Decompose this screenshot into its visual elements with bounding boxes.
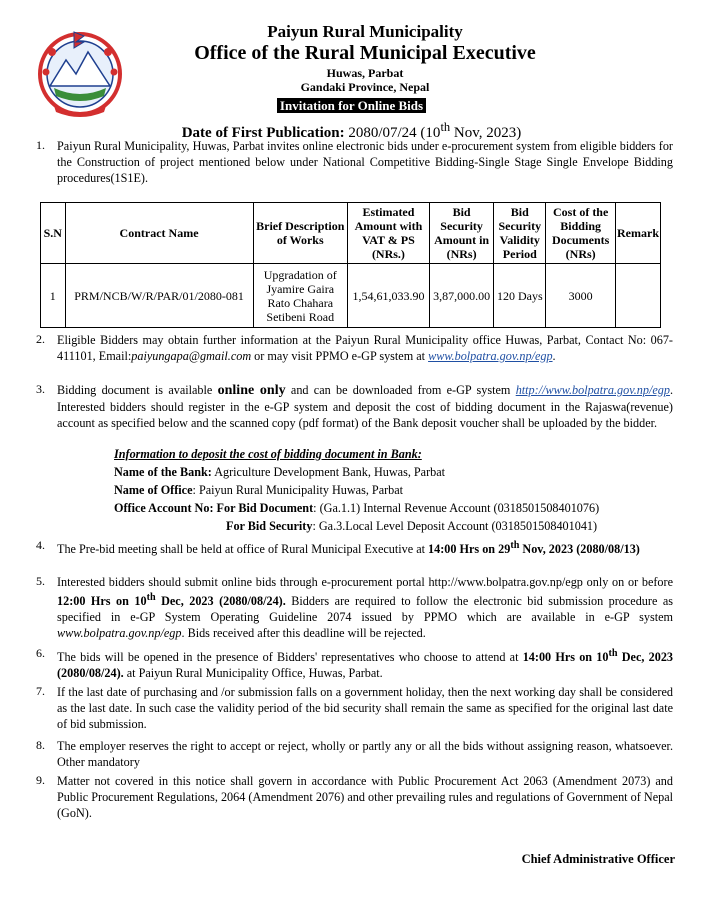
prebid-date: Nov, 2023 (2080/08/13) [519,542,640,557]
bank-name-line [114,464,445,480]
submission-date: Dec, 2023 (2080/08/24). [155,594,286,609]
item-6-part: The bids will be opened in the presence of Bidders' representatives who choose to attend at [57,650,523,665]
item-number: 3. [36,382,45,396]
bolpatra-link[interactable]: http://www.bolpatra.gov.np/egp [515,383,670,397]
item-3-part: . Interested bidders should register in the e-GP system and deposit the cost of bidding document in the Rajaswa(revenue) account as specified below and the scanned copy (pdf format) of the Bank deposit voucher shall be uploaded by the bidder. [57,383,673,430]
item-number: 6. [36,646,45,660]
table-header: Contract Name [65,203,253,264]
table-cell: 1 [41,264,66,328]
table-header: Bid Security Validity Period [494,203,546,264]
item-number: 8. [36,738,45,752]
office-location: Huwas, Parbat [326,66,404,80]
contract-table [40,202,661,328]
office-title: Office of the Rural Municipal Executive [194,42,536,64]
bank-name-label: Name of the Bank: [114,465,212,479]
table-cell: 120 Days [494,264,546,328]
item-4-part: The Pre-bid meeting shall be held at office of Rural Municipal Executive at [57,542,429,557]
egp-system-text: www.bolpatra.gov.np/egp [57,626,182,641]
submission-sup: th [146,592,156,603]
table-header-row [41,203,661,264]
bank-info-title-text: Information to deposit the cost of bidding document in Bank: [114,447,422,461]
account-doc-line [114,500,599,516]
item-number: 4. [36,538,45,552]
prebid-sup: th [510,540,520,551]
office-name-label: Name of Office [114,483,193,497]
publication-date-rest: Nov, 2023) [450,125,522,141]
item-2-part: . [552,349,556,363]
bank-name-value: Agriculture Development Bank, Huwas, Parbat [211,465,446,479]
table-cell: 3000 [546,264,616,328]
table-cell: PRM/NCB/W/R/PAR/01/2080-081 [65,264,253,328]
account-doc-label: Office Account No: For Bid Document [114,501,314,515]
account-security-value: : Ga.3.Local Level Deposit Account (0318501508401041) [312,519,598,533]
item-2-part: Eligible Bidders may obtain further information at the Paiyun Rural Municipality office Huwas, Parbat, Contact No: 067-411101, Email: [57,333,673,363]
table-header: Brief Description of Works [253,203,347,264]
table-header: S.N [41,203,66,264]
item-9-text: Matter not covered in this notice shall govern in accordance with Public Procurement Act 2063 (Amendment 2073) and Public Procurement Regulations, 2064 (Amendment 2076) and other prevailing rules and regulations of Government of Nepal (GoN). [57,774,673,820]
egp-link[interactable]: www.bolpatra.gov.np/egp [428,349,553,363]
banner-row [0,97,703,115]
invitation-banner: Invitation for Online Bids [277,98,426,113]
account-doc-value: : (Ga.1.1) Internal Revenue Account (0318501508401076) [313,501,600,515]
office-name-value: : Paiyun Rural Municipality Huwas, Parbat [192,483,404,497]
publication-date-sup: th [440,120,451,134]
item-8-text: The employer reserves the right to accept or reject, wholly or partly any or all the bids without assigning reason, whatsoever. Other mandatory [57,739,673,769]
item-number: 5. [36,574,45,588]
online-only-emphasis: online only [217,383,286,398]
table-header: Bid Security Amount in (NRs) [429,203,493,264]
submission-time: 12:00 Hrs on 10 [57,594,147,609]
table-cell: 3,87,000.00 [429,264,493,328]
account-security-label: For Bid Security [226,519,313,533]
bank-info-title [114,446,422,462]
table-cell: 1,54,61,033.90 [347,264,429,328]
table-row [41,264,661,328]
opening-time: 14:00 Hrs on 10 [522,650,609,665]
publication-label: Date of First Publication: [181,125,345,141]
item-5-part: . Bids received after this deadline will be rejected. [181,626,426,641]
table-cell [616,264,661,328]
item-3-part: and can be downloaded from e-GP system [285,383,516,397]
item-3-text [57,382,673,431]
office-name-line [114,482,403,498]
opening-sup: th [608,648,618,659]
item-number: 7. [36,684,45,698]
item-1-text: Paiyun Rural Municipality, Huwas, Parbat invites online electronic bids under e-procurement system from eligible bidders for the Construction of project mentioned below under National Competitive Bidding-Single Stage Single Envelope Bidding procedures(1S1E). [57,139,673,185]
item-number: 9. [36,773,45,787]
office-province: Gandaki Province, Nepal [300,80,430,94]
item-3-part: Bidding document is available [57,383,218,397]
table-header: Cost of the Bidding Documents (NRs) [546,203,616,264]
item-4-text [57,538,673,557]
item-5-text [57,574,673,641]
item-5-part: Bidders are required to follow the electronic bid submission procedure as specified in e-GP System Operating Guideline 2074 issued by PPMO which are available in e-GP system [57,594,673,625]
municipality-name: Paiyun Rural Municipality [267,22,463,41]
publication-date-value: 2080/07/24 (10 [348,125,441,141]
table-cell: Upgradation of Jyamire Gaira Rato Chahara Setibeni Road [253,264,347,328]
table-header: Remark [616,203,661,264]
item-number: 2. [36,332,45,346]
item-2-part: or may visit PPMO e-GP system at [251,349,429,363]
item-5-part: Interested bidders should submit online bids through e-procurement portal http://www.bolpatra.gov.np/egp only on or before [57,575,673,589]
item-number: 1. [36,138,45,152]
item-7-text: If the last date of purchasing and /or submission falls on a government holiday, then the next working day shall be considered as the last date. In such case the validity period of the bid security shall remain the same as specified for the original last date of bid submission. [57,685,673,731]
account-security-line [226,518,597,534]
opening-date: Dec, 2023 (2080/08/24). [57,650,674,681]
item-6-text [57,646,673,681]
item-6-part: at Paiyun Rural Municipality Office, Huwas, Parbat. [123,666,383,681]
email-address: paiyungapa@gmail.com [131,349,252,363]
signature-title: Chief Administrative Officer [521,852,675,866]
prebid-time: 14:00 Hrs on 29 [428,542,511,557]
item-2-text [57,332,673,364]
table-header: Estimated Amount with VAT & PS (NRs.) [347,203,429,264]
